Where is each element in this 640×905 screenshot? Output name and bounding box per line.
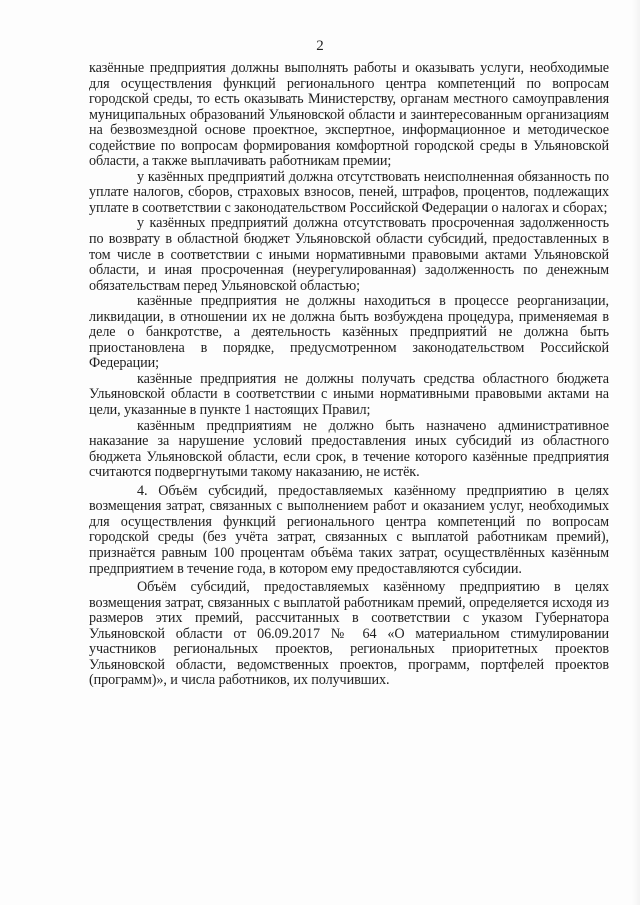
document-body	[89, 61, 609, 689]
paragraph-condition-taxes: у казённых предприятий должна отсутствовать неисполненная обязанность по уплате налогов, сборов, страховых взносов, пеней, штрафов, процентов, подлежащих уплате в соответствии с законодательством Российской Федерации о налогах и сборах;	[89, 168, 609, 216]
paragraph-condition-works: казённые предприятия должны выполнять работы и оказывать услуги, необходимые для осуществления функций регионального центра компетенций по вопросам городской среды, то есть оказывать Министерству, органам местного самоуправления муниципальных образований Ульяновской области и заинтересованным организациям на безвозмездной основе проектное, экспертное, информационное и методическое содействие по вопросам формирования комфортной городской среды в Ульяновской области, а также выплачивать работникам премии;	[89, 60, 609, 170]
paragraph-condition-penalty: казённым предприятиям не должно быть назначено административное наказание за нарушение условий предоставления иных субсидий из областного бюджета Ульяновской области, если срок, в течение которого казённые предприятия считаются подвергнутыми такому наказанию, не истёк.	[89, 417, 609, 481]
paragraph-condition-overdue-debt: у казённых предприятий должна отсутствовать просроченная задолженность по возврату в областной бюджет Ульяновской области субсидий, предоставленных в том числе в соответствии с иными нормативными правовыми актами Ульяновской области, и иная просроченная (неурегулированная) задолженность по денежным обязательствам перед Ульяновской областью;	[89, 215, 609, 294]
paragraph-condition-other-funds: казённые предприятия не должны получать средства областного бюджета Ульяновской области в соответствии с иными нормативными правовыми актами на цели, указанные в пункте 1 настоящих Правил;	[89, 370, 609, 419]
scan-edge-shadow	[632, 0, 640, 905]
paragraph-bonus-volume: Объём субсидий, предоставляемых казённому предприятию в целях возмещения затрат, связанных с выплатой работникам премий, определяется исходя из размеров этих премий, рассчитанных в соответствии с указом Губернатора Ульяновской области от 06.09.2017 № 64 «О материальном стимулировании участников региональных проектов, региональных приоритетных проектов Ульяновской области, ведомственных проектов, программ, портфелей проектов (программ)», и числа работников, их получивших.	[89, 579, 609, 689]
paragraph-condition-reorganization: казённые предприятия не должны находиться в процессе реорганизации, ликвидации, в отношении их не должна быть возбуждена процедура, применяемая в деле о банкротстве, а деятельность казённых предприятий не должна быть приостановлена в порядке, предусмотренном законодательством Российской Федерации;	[89, 293, 609, 372]
paragraph-item-4-volume: 4. Объём субсидий, предоставляемых казённому предприятию в целях возмещения затрат, связанных с выполнением работ и оказанием услуг, необходимых для осуществления функций регионального центра компетенций по вопросам городской среды (без учёта затрат, связанных с выплатой работникам премий), признаётся равным 100 процентам объёма таких затрат, осуществлённых казённым предприятием в течение года, в котором ему предоставляются субсидии.	[89, 482, 609, 577]
page-number: 2	[316, 38, 324, 54]
